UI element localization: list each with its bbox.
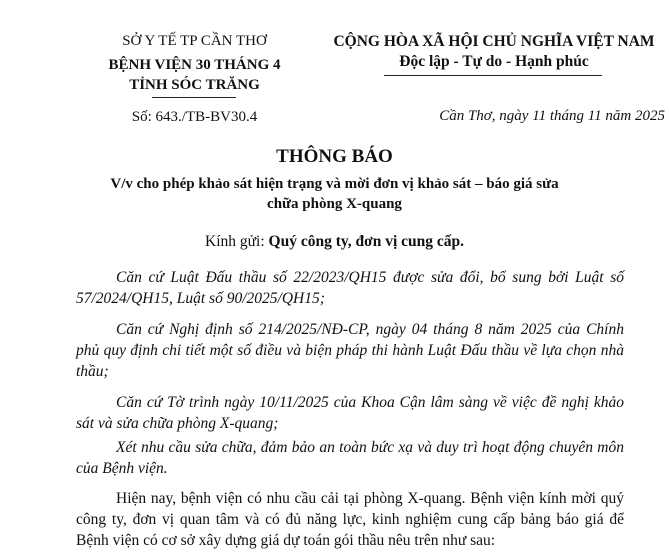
document-title: THÔNG BÁO bbox=[276, 146, 393, 167]
recipient-label: Kính gửi: bbox=[205, 233, 269, 250]
subject-line-2: chữa phòng X-quang bbox=[267, 196, 402, 212]
issuing-authority: SỞ Y TẾ TP CẦN THƠ bbox=[122, 33, 267, 49]
document-number: Số: 643./TB-BV30.4 bbox=[131, 109, 258, 125]
legal-basis-paragraph-1: Căn cứ Luật Đấu thầu số 22/2023/QH15 được sửa đổi, bổ sung bởi Luật số 57/2024/QH15, Luật số 90/2025/QH15; bbox=[76, 269, 624, 307]
place-and-date: Cần Thơ, ngày 11 tháng 11 năm 2025 bbox=[439, 108, 665, 124]
recipient-value: Quý công ty, đơn vị cung cấp. bbox=[268, 233, 464, 250]
header-right-divider bbox=[384, 75, 602, 76]
body-paragraph: Hiện nay, bệnh viện có nhu cầu cải tại phòng X-quang. Bệnh viện kính mời quý công ty, đơn vị quan tâm và có đủ năng lực, kinh nghiệm cung cấp bảng báo giá để Bệnh viện có cơ sở xây dựng giá dự toán gói thầu nêu trên như sau: bbox=[76, 490, 624, 549]
issuing-hospital: BỆNH VIỆN 30 THÁNG 4 bbox=[108, 57, 281, 73]
header-left-divider bbox=[152, 97, 236, 98]
recipient-line bbox=[0, 233, 669, 251]
issuing-province: TỈNH SÓC TRĂNG bbox=[129, 77, 260, 93]
legal-basis-paragraph-2: Căn cứ Nghị định số 214/2025/NĐ-CP, ngày 04 tháng 8 năm 2025 của Chính phủ quy định chi tiết một số điều và biện pháp thi hành Luật Đấu thầu về lựa chọn nhà thầu; bbox=[76, 321, 624, 380]
subject-line-1: V/v cho phép khảo sát hiện trạng và mời đơn vị khảo sát – báo giá sửa bbox=[110, 176, 559, 192]
legal-basis-paragraph-4: Xét nhu cầu sửa chữa, đảm bảo an toàn bức xạ và duy trì hoạt động chuyên môn của Bệnh viện. bbox=[76, 439, 624, 477]
national-motto: Độc lập - Tự do - Hạnh phúc bbox=[399, 53, 589, 70]
national-title: CỘNG HÒA XÃ HỘI CHỦ NGHĨA VIỆT NAM bbox=[333, 33, 655, 50]
legal-basis-paragraph-3: Căn cứ Tờ trình ngày 10/11/2025 của Khoa Cận lâm sàng về việc đề nghị khảo sát và sửa chữa phòng X-quang; bbox=[76, 394, 624, 432]
